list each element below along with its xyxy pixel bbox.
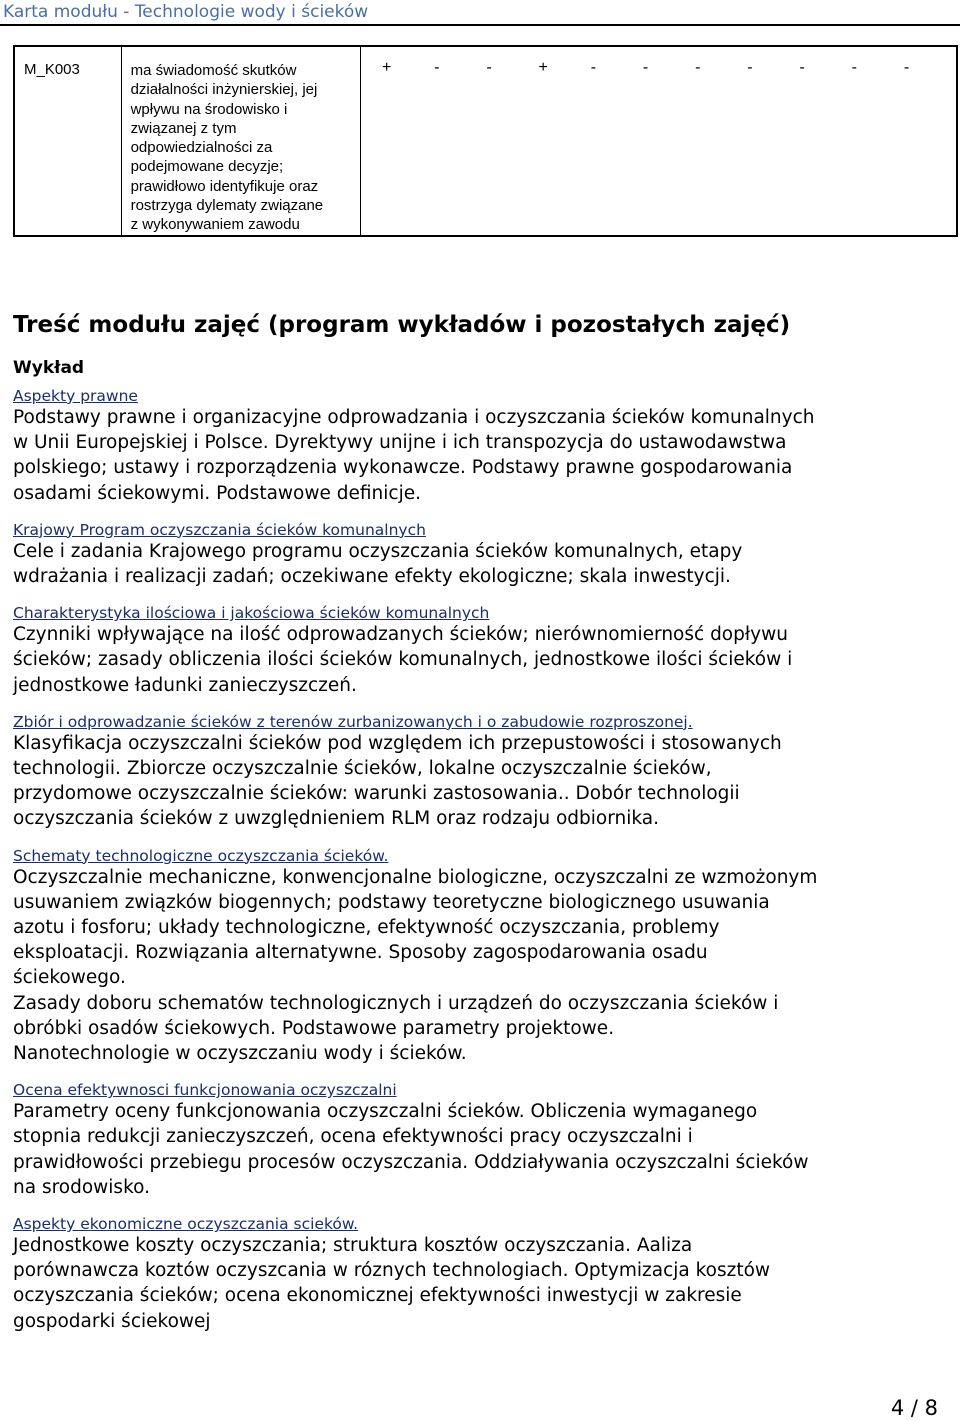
outcome-mark: - [799,59,805,76]
section-text-line: usuwaniem związków biogennych; podstawy teoretyczne biologicznego usuwania [13,891,770,913]
section-text-line: prawidłowości przebiegu procesów oczyszczania. Oddziaływania oczyszczalni ścieków [13,1151,809,1173]
outcome-mark: - [642,59,649,76]
section-text-line: oczyszczania ścieków; ocena ekonomicznej efektywności inwestycji w zakresie [13,1285,742,1307]
outcome-description-line: odpowiedzialności za [130,139,273,157]
content-section [13,713,948,832]
content-section [13,604,948,698]
outcome-description-line: rostrzyga dylematy związane [130,197,324,215]
section-text-line: Parametry oceny funkcjonowania oczyszczalni ścieków. Obliczenia wymaganego [13,1101,758,1123]
section-text-line: obróbki osadów ściekowych. Podstawowe parametry projektowe. [13,1017,615,1039]
section-heading: Krajowy Program oczyszczania ścieków komunalnych [13,520,426,539]
section-heading: Aspekty ekonomiczne oczyszczania scieków. [13,1215,359,1234]
section-text-line: wdrażania i realizacji zadań; oczekiwane efekty ekologiczne; skala inwestycji. [13,566,731,588]
section-text-line: porównawcza koztów oczyszcania w róznych technologiach. Optymizacja kosztów [13,1260,771,1282]
section-text-line: polskiego; ustawy i rozporządzenia wykonawcze. Podstawy prawne gospodarowania [13,457,793,479]
document-header [0,0,960,26]
section-heading: Charakterystyka ilościowa i jakościowa ścieków komunalnych [13,604,490,623]
section-text-line: w Unii Europejskiej i Polsce. Dyrektywy unijne i ich transpozycja do ustawodawstwa [13,432,787,454]
outcome-mark: + [381,59,392,76]
outcome-mark: - [695,59,701,76]
content-section [13,521,948,589]
section-text-line: osadami ściekowymi. Podstawowe definicje. [13,482,421,504]
outcome-description-line: z wykonywaniem zawodu [130,216,300,234]
outcome-mark: - [434,59,440,76]
content-sections [13,387,948,1334]
section-heading: Ocena efektywnosci funkcjonowania oczyszczalni [13,1081,397,1100]
section-text-line: stopnia redukcji zanieczyszczeń, ocena efektywności pracy oczyszczalni i [13,1126,693,1148]
outcome-mark: - [486,59,492,76]
outcome-mark: - [903,59,910,76]
section-text-line: technologii. Zbiorcze oczyszczalnie ścieków, lokalne oczyszczalnie ścieków, [13,758,712,780]
outcome-mark: - [747,59,753,76]
section-heading: Schematy technologiczne oczyszczania ścieków. [13,846,389,865]
section-text-line: Nanotechnologie w oczyszczaniu wody i ścieków. [13,1043,467,1065]
section-text-line: Podstawy prawne i organizacyjne odprowadzania i oczyszczania ścieków komunalnych [13,407,815,428]
outcome-description-line: prawidłowo identyfikuje oraz [130,177,319,195]
outcome-description-line: ma świadomość skutków [130,62,297,79]
section-text-line: przydomowe oczyszczalnie ścieków: warunki zastosowania.. Dobór technologii [13,783,740,805]
page-number: 4 / 8 [890,1396,938,1420]
section-heading: Zbiór i odprowadzanie ścieków z terenów zurbanizowanych i o zabudowie rozproszonej. [13,712,693,731]
lecture-subtitle: Wykład [13,358,85,378]
outcome-code-cell [15,47,122,235]
content-section [13,1081,948,1200]
document-title: Karta modułu - Technologie wody i ścieków [3,2,369,22]
section-text-line: Zasady doboru schematów technologicznych i urządzeń do oczyszczania ścieków i [13,992,779,1014]
outcome-code: M_K003 [24,61,80,78]
outcome-description-line: wpływu na środowisko i [130,100,288,118]
section-text-line: Cele i zadania Krajowego programu oczyszczania ścieków komunalnych, etapy [13,540,743,562]
section-heading: Aspekty prawne [13,387,138,405]
content-section [13,387,948,506]
content-section [13,847,948,1067]
outcome-description-line: związanej z tym [130,119,237,137]
section-text-line: Oczyszczalnie mechaniczne, konwencjonalne biologiczne, oczyszczalni ze wzmożonym [13,866,818,888]
outcome-mark: - [851,59,857,76]
section-text-line: Klasyfikacja oczyszczalni ścieków pod względem ich przepustowości i stosowanych [13,732,782,754]
section-text-line: ściekowego. [13,967,126,989]
content-section [13,1215,948,1334]
section-text-line: gospodarki ściekowej [13,1310,211,1332]
outcome-marks [361,47,956,235]
outcome-mark: - [590,59,597,76]
section-text-line: eksploatacji. Rozwiązania alternatywne. Sposoby zagospodarowania osadu [13,942,708,964]
section-text-line: Czynniki wpływające na ilość odprowadzanych ścieków; nierównomierność dopływu [13,624,788,646]
outcome-description-line: działalności inżynierskiej, jej [130,81,318,99]
content-title: Treść modułu zajęć (program wykładów i pozostałych zajęć) [13,312,791,338]
section-text-line: oczyszczania ścieków z uwzględnieniem RLM oraz rodzaju odbiornika. [13,808,660,830]
section-text-line: Jednostkowe koszty oczyszczania; struktura kosztów oczyszczania. Aaliza [13,1235,693,1257]
module-content [13,312,948,1334]
outcome-table [13,45,958,237]
outcome-mark: + [538,59,548,76]
section-text-line: na srodowisko. [13,1176,150,1198]
section-text-line: jednostkowe ładunki zanieczyszczeń. [13,674,357,696]
section-text-line: azotu i fosforu; układy technologiczne, efektywność oczyszczania, problemy [13,917,720,939]
outcome-description-line: podejmowane decyzje; [130,158,284,176]
section-text-line: ścieków; zasady obliczenia ilości ścieków komunalnych, jednostkowe ilości ścieków i [13,649,793,671]
outcome-description-cell [122,47,361,235]
